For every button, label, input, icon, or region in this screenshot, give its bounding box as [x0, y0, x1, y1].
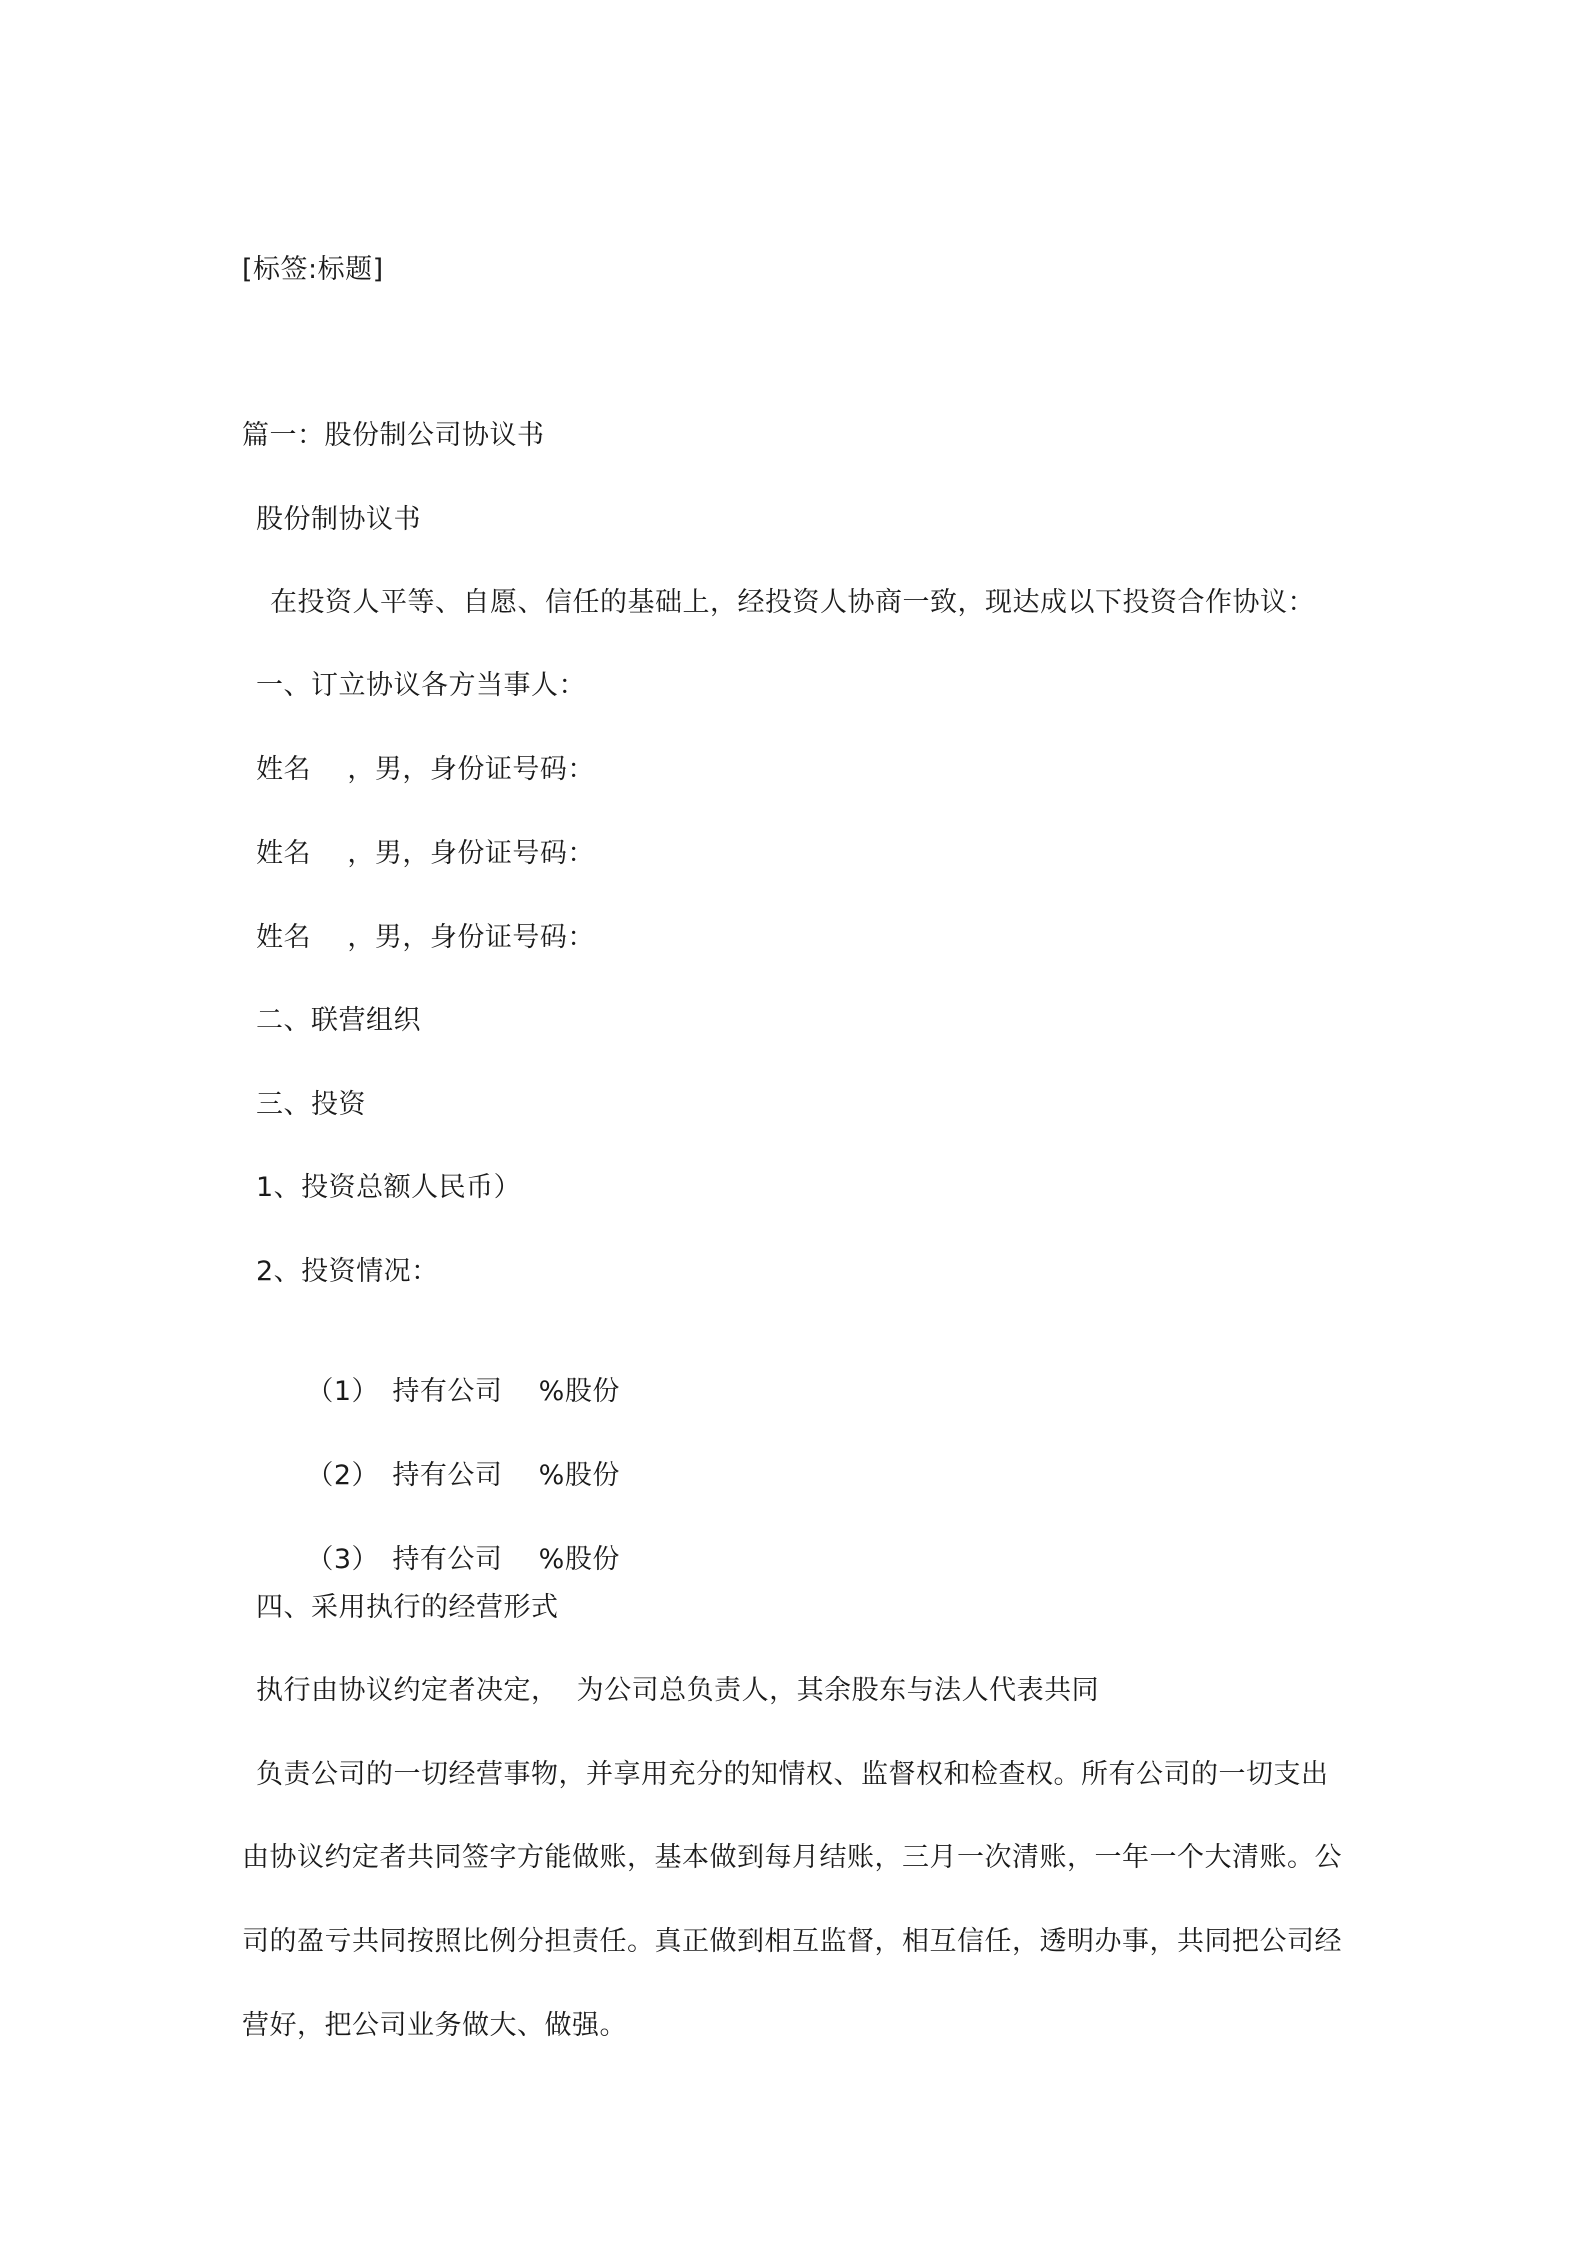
heading-investment: 三、投资	[256, 1089, 366, 1120]
shareholder-text: 持有公司 %股份	[392, 1376, 620, 1407]
body-text-line: 营好，把公司业务做大、做强。	[242, 2010, 627, 2041]
shareholder-text: 持有公司 %股份	[392, 1460, 620, 1491]
tag-label: [标签:标题]	[242, 254, 384, 285]
investment-status: 2、投资情况：	[256, 1256, 439, 1287]
investment-total: 1、投资总额人民币）	[256, 1172, 522, 1203]
body-text-line: 由协议约定者共同签字方能做账，基本做到每月结账，三月一次清账，一年一个大清账。公	[242, 1842, 1342, 1873]
document-title: 股份制协议书	[256, 504, 421, 535]
body-text-line: 司的盈亏共同按照比例分担责任。真正做到相互监督，相互信任，透明办事，共同把公司经	[242, 1926, 1342, 1957]
shareholder-number: （3）	[306, 1544, 380, 1575]
body-text-line: 负责公司的一切经营事物，并享用充分的知情权、监督权和检查权。所有公司的一切支出	[256, 1759, 1329, 1790]
party-line: 姓名 ，男，身份证号码：	[256, 838, 595, 869]
party-line: 姓名 ，男，身份证号码：	[256, 754, 595, 785]
heading-parties: 一、订立协议各方当事人：	[256, 670, 586, 701]
shareholder-number: （1）	[306, 1376, 380, 1407]
heading-organization: 二、联营组织	[256, 1005, 421, 1036]
section-title: 篇一：股份制公司协议书	[242, 420, 545, 451]
shareholder-text: 持有公司 %股份	[392, 1544, 620, 1575]
intro-paragraph: 在投资人平等、自愿、信任的基础上，经投资人协商一致，现达成以下投资合作协议：	[270, 587, 1315, 618]
party-line: 姓名 ，男，身份证号码：	[256, 922, 595, 953]
shareholder-number: （2）	[306, 1460, 380, 1491]
body-text-line: 执行由协议约定者决定， 为公司总负责人，其余股东与法人代表共同	[256, 1675, 1100, 1706]
heading-operation-form: 四、采用执行的经营形式	[256, 1592, 559, 1623]
